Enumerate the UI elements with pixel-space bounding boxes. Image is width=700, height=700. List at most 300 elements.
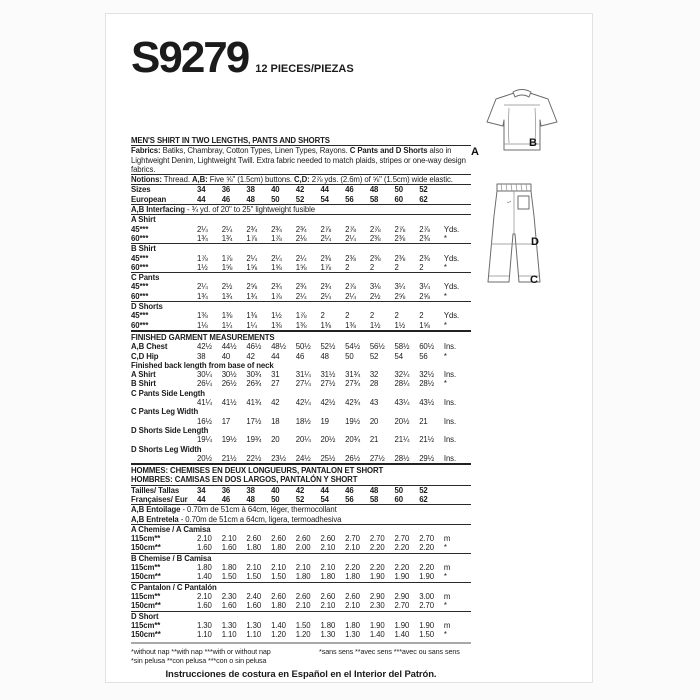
size-value: 44 <box>197 494 206 504</box>
size-value: 31¼ <box>295 370 311 380</box>
size-value: 1⅜ <box>197 311 208 321</box>
table-row <box>131 417 471 426</box>
size-value: 2¼ <box>345 291 356 301</box>
size-value: 46½ <box>246 342 262 352</box>
size-value: 27 <box>271 379 280 389</box>
pieces-count: 12 PIECES/PIEZAS <box>255 63 354 75</box>
size-value: 1.50 <box>295 620 311 630</box>
size-value: 34 <box>197 185 206 195</box>
size-value: 1⅝ <box>221 262 233 272</box>
size-value: 32¼ <box>394 370 410 380</box>
size-value: 56 <box>345 194 354 204</box>
size-value: 54½ <box>345 342 361 352</box>
size-value: 2.60 <box>271 534 286 544</box>
size-value: 1.80 <box>295 572 311 582</box>
size-value: 1.60 <box>221 543 237 553</box>
table-note <box>131 515 471 524</box>
row-label: Françaises/ Eur <box>131 494 188 504</box>
size-value: 2 <box>345 262 350 272</box>
size-value: 2.20 <box>394 543 410 553</box>
size-value: 40 <box>271 485 280 495</box>
section-heading <box>131 301 471 311</box>
footnote-french: *sans sens **avec sens ***avec ou sans sens <box>319 647 460 657</box>
size-value: 1.80 <box>320 620 336 630</box>
size-value: 2.30 <box>221 591 237 601</box>
size-value: 19¼ <box>197 435 212 445</box>
note-text: A,B Entretela - 0.70m de 51cm a 64cm, ligera, termoadhesiva <box>131 514 342 524</box>
section-heading <box>131 553 471 563</box>
size-value: 21 <box>369 435 379 445</box>
row-label: 150cm** <box>131 601 161 611</box>
size-value: 2.60 <box>271 591 286 601</box>
table-row <box>131 321 471 330</box>
size-value: 1.50 <box>419 630 434 640</box>
size-value: 2.60 <box>345 591 360 601</box>
size-value: 1⅞ <box>271 291 282 301</box>
size-value: 1.40 <box>271 620 286 630</box>
row-label: 60*** <box>131 320 149 330</box>
size-value: 1⅛ <box>197 320 208 330</box>
row-label: Tailles/ Tallas <box>131 485 180 495</box>
table-row <box>131 342 471 351</box>
size-value: 1.10 <box>221 630 237 640</box>
size-value: 1¾ <box>197 233 208 243</box>
size-value: 2.70 <box>419 601 434 611</box>
unit-label: Yds. <box>443 224 460 234</box>
table-row <box>131 621 471 630</box>
unit-label: * <box>443 543 447 553</box>
unit-label: * <box>443 630 447 640</box>
size-value: 30¼ <box>197 370 212 380</box>
size-value: 2⅜ <box>345 253 356 263</box>
heading-text: C Pants Leg Width <box>131 407 199 417</box>
size-value: 2.60 <box>295 534 311 544</box>
view-label-c: C <box>530 274 538 286</box>
heading-text: D Shorts Leg Width <box>131 444 202 454</box>
size-value: 1⅜ <box>320 320 332 330</box>
section-heading <box>131 389 471 398</box>
size-value: 2¼ <box>320 291 332 301</box>
size-value: 50½ <box>295 342 311 352</box>
size-value: 43½ <box>419 398 435 408</box>
size-value: 2¼ <box>197 224 208 234</box>
row-label: 60*** <box>131 262 149 272</box>
size-value: 2⅞ <box>345 282 356 292</box>
size-value: 22½ <box>246 453 262 463</box>
size-value: 42¾ <box>345 398 361 408</box>
size-value: 18 <box>271 416 280 426</box>
view-label-a: A <box>471 146 479 158</box>
band-text: HOMMES: CHEMISES EN DEUX LONGUEURS, PANTALON ET SHORT <box>131 466 384 476</box>
size-value: 1.20 <box>295 630 311 640</box>
section-heading <box>131 582 471 592</box>
size-value: 1¾ <box>246 291 258 301</box>
size-value: 2.10 <box>320 563 336 573</box>
size-value: 1.40 <box>197 572 212 582</box>
size-value: 42 <box>295 185 305 195</box>
unit-label: * <box>443 351 447 361</box>
size-value: 2.20 <box>419 563 434 573</box>
pattern-number: S9279 <box>131 33 249 82</box>
size-value: 50 <box>394 485 403 495</box>
row-label: 115cm** <box>131 563 161 573</box>
size-value: 2¼ <box>320 233 332 243</box>
unit-label: Ins. <box>443 435 457 445</box>
size-value: 27¼ <box>295 379 311 389</box>
unit-label: Ins. <box>443 342 457 352</box>
size-value: 1.80 <box>221 563 237 573</box>
unit-label: m <box>443 534 451 544</box>
pants-back-icon <box>485 182 545 288</box>
size-value: 58 <box>369 194 379 204</box>
size-value: 36 <box>221 485 231 495</box>
size-value: 40 <box>271 185 280 195</box>
size-value: 1⅞ <box>221 253 233 263</box>
size-value: 3.00 <box>419 591 434 601</box>
table-row <box>131 379 471 388</box>
size-value: 2.10 <box>221 534 237 544</box>
size-value: 20½ <box>197 453 212 463</box>
size-value: 56½ <box>369 342 385 352</box>
size-value: 30½ <box>221 370 237 380</box>
size-value: 2.10 <box>197 591 212 601</box>
size-value: 31½ <box>320 370 336 380</box>
size-value: 46 <box>221 194 231 204</box>
note-text: A,B Interfacing - ¾ yd. of 20" to 25" lightweight fusible <box>131 205 316 215</box>
row-label: European <box>131 194 167 204</box>
size-value: 2⅜ <box>320 253 332 263</box>
size-value: 2.10 <box>320 543 336 553</box>
section-heading <box>131 214 471 224</box>
section-heading <box>131 445 471 454</box>
footnote-spanish: *sin pelusa **con pelusa ***con o sin pelusa <box>131 656 267 666</box>
size-value: 54 <box>394 351 403 361</box>
size-value: 1.60 <box>197 601 212 611</box>
size-value: 2.70 <box>419 534 434 544</box>
size-value: 25½ <box>320 453 336 463</box>
heading-text: A Shirt <box>131 215 156 225</box>
heading-text: A Chemise / A Camisa <box>131 524 211 534</box>
size-value: 1¼ <box>221 320 233 330</box>
size-value: 42 <box>271 398 280 408</box>
table-row <box>131 370 471 379</box>
size-value: 42¼ <box>295 398 311 408</box>
size-value: 2 <box>369 262 375 272</box>
size-value: 27¾ <box>345 379 361 389</box>
size-value: 28¼ <box>394 379 410 389</box>
size-value: 62 <box>419 194 428 204</box>
size-value: 54 <box>320 494 329 504</box>
size-yardage-table-column <box>131 136 471 680</box>
heading-text: Finished back length from base of neck <box>131 360 274 370</box>
size-value: 1¼ <box>246 320 258 330</box>
section-band <box>131 136 471 145</box>
size-value: 46 <box>345 485 354 495</box>
unit-label: m <box>443 620 451 630</box>
size-value: 2⅜ <box>369 233 381 243</box>
table-note <box>131 145 471 174</box>
row-label: C,D Hip <box>131 351 159 361</box>
size-value: 50 <box>345 351 354 361</box>
table-row <box>131 282 471 291</box>
row-label: 150cm** <box>131 630 161 640</box>
table-note <box>131 174 471 184</box>
size-value: 38 <box>197 351 206 361</box>
size-value: 43¼ <box>394 398 410 408</box>
size-value: 42½ <box>197 342 212 352</box>
size-value: 2⅝ <box>394 291 406 301</box>
size-value: 48 <box>246 194 255 204</box>
garment-illustrations <box>471 86 591 316</box>
size-value: 42 <box>246 351 255 361</box>
size-value: 2.40 <box>246 591 262 601</box>
size-value: 3¼ <box>419 282 430 292</box>
size-value: 1.30 <box>345 630 360 640</box>
size-value: 2.10 <box>345 601 360 611</box>
unit-label: Ins. <box>443 453 457 463</box>
band-text: MEN'S SHIRT IN TWO LENGTHS, PANTS AND SHORTS <box>131 136 330 145</box>
table-row <box>131 398 471 407</box>
row-label: B Shirt <box>131 379 156 389</box>
size-value: 1.10 <box>197 630 212 640</box>
size-value: 38 <box>246 185 255 195</box>
size-value: 2.10 <box>197 534 212 544</box>
size-value: 20½ <box>320 435 336 445</box>
size-value: 2.90 <box>369 591 385 601</box>
size-value: 1.30 <box>197 620 212 630</box>
size-value: 2¼ <box>295 253 307 263</box>
size-value: 2.30 <box>369 601 385 611</box>
size-value: 60½ <box>419 342 435 352</box>
size-value: 3¼ <box>394 282 406 292</box>
size-value: 44 <box>271 351 280 361</box>
size-value: 52 <box>419 485 428 495</box>
size-value: 1.60 <box>197 543 212 553</box>
size-value: 17½ <box>246 416 262 426</box>
size-value: 1.80 <box>320 572 336 582</box>
table-row <box>131 292 471 301</box>
size-value: 1⅝ <box>246 262 258 272</box>
note-text: Fabrics: Batiks, Chambray, Cotton Types, Linen Types, Rayons. C Pants and D Shorts also in Lightweight Denim, Lightweight Twill. Extra fabric needed to match plaids, stripes or one-way design fabrics. <box>131 146 466 174</box>
size-value: 1½ <box>271 311 282 321</box>
size-value: 2¼ <box>295 291 307 301</box>
size-value: 27½ <box>320 379 336 389</box>
size-value: 2.70 <box>345 534 360 544</box>
size-value: 2⅞ <box>345 224 356 234</box>
size-value: 1.80 <box>345 620 360 630</box>
section-heading <box>131 611 471 621</box>
size-value: 1⅜ <box>271 320 282 330</box>
view-label-b: B <box>529 137 537 149</box>
size-value: 2.20 <box>394 563 410 573</box>
heading-text: C Pantalon / C Pantalón <box>131 582 217 592</box>
band-text: HOMBRES: CAMISAS EN DOS LARGOS, PANTALÓN Y SHORT <box>131 475 358 485</box>
size-value: 46 <box>221 494 231 504</box>
size-value: 34 <box>197 485 206 495</box>
table-row <box>131 601 471 610</box>
size-value: 48½ <box>271 342 286 352</box>
size-value: 2⅞ <box>320 224 332 234</box>
size-value: 2.60 <box>246 534 262 544</box>
size-value: 1.50 <box>271 572 286 582</box>
size-value: 30¾ <box>246 370 262 380</box>
size-value: 19½ <box>221 435 237 445</box>
size-value: 26¾ <box>246 379 262 389</box>
row-label: A,B Chest <box>131 342 168 352</box>
size-value: 2⅞ <box>369 224 381 234</box>
section-heading <box>131 272 471 282</box>
unit-label: * <box>443 291 447 301</box>
heading-text: B Shirt <box>131 244 156 254</box>
size-value: 52½ <box>320 342 336 352</box>
size-value: 1⅜ <box>221 311 233 321</box>
size-value: 2⅞ <box>394 224 406 234</box>
size-value: 2.10 <box>246 563 262 573</box>
size-value: 2.10 <box>345 543 360 553</box>
size-value: 23½ <box>271 453 286 463</box>
size-value: 2 <box>320 311 325 321</box>
size-value: 2⅜ <box>419 253 430 263</box>
size-value: 2⅝ <box>419 291 430 301</box>
size-value: 20¼ <box>295 435 311 445</box>
unit-label: * <box>443 262 447 272</box>
row-label: 45*** <box>131 282 149 292</box>
section-band <box>131 330 471 342</box>
size-value: 2⅜ <box>419 233 430 243</box>
size-value: 44 <box>197 194 206 204</box>
table-row <box>131 534 471 543</box>
size-value: 28½ <box>394 453 410 463</box>
size-value: 2¼ <box>345 233 356 243</box>
size-value: 2.00 <box>295 543 311 553</box>
footnotes <box>131 642 471 665</box>
size-value: 43 <box>369 398 379 408</box>
size-value: 20½ <box>394 416 410 426</box>
size-value: 24½ <box>295 453 311 463</box>
size-value: 56 <box>345 494 354 504</box>
size-value: 41¾ <box>246 398 262 408</box>
size-value: 26¼ <box>197 379 212 389</box>
size-value: 26½ <box>221 379 237 389</box>
size-value: 26½ <box>345 453 361 463</box>
size-value: 1.60 <box>221 601 237 611</box>
size-value: 1⅞ <box>320 262 332 272</box>
size-value: 50 <box>394 185 403 195</box>
size-value: 56 <box>419 351 428 361</box>
size-value: 1⅜ <box>345 320 356 330</box>
heading-text: D Shorts Side Length <box>131 425 209 435</box>
size-value: 1.90 <box>369 620 385 630</box>
size-value: 1.80 <box>197 563 212 573</box>
size-value: 2⅜ <box>394 253 406 263</box>
spanish-instructions-note: Instrucciones de costura en Español en el Interior del Patrón. <box>165 669 437 681</box>
size-value: 1½ <box>394 320 406 330</box>
row-label: 45*** <box>131 224 149 234</box>
size-value: 19¾ <box>246 435 262 445</box>
size-value: 48 <box>246 494 255 504</box>
size-value: 2¾ <box>320 282 332 292</box>
size-value: 2.20 <box>369 543 385 553</box>
size-value: 2.60 <box>320 534 336 544</box>
row-label: 45*** <box>131 311 149 321</box>
size-value: 44 <box>320 485 329 495</box>
size-value: 2.20 <box>419 543 434 553</box>
size-value: 2⅛ <box>295 233 307 243</box>
size-value: 1.40 <box>369 630 385 640</box>
size-value: 1¾ <box>197 291 208 301</box>
size-value: 32 <box>369 370 379 380</box>
size-value: 42 <box>295 485 305 495</box>
row-label: 115cm** <box>131 534 161 544</box>
unit-label: * <box>443 320 447 330</box>
title-block <box>131 33 354 82</box>
size-value: 1¾ <box>221 233 233 243</box>
size-value: 2.70 <box>394 534 410 544</box>
size-value: 1⅜ <box>295 320 307 330</box>
size-value: 44½ <box>221 342 237 352</box>
size-value: 1¾ <box>221 291 233 301</box>
unit-label: Ins. <box>443 370 457 380</box>
size-value: 52 <box>295 194 305 204</box>
heading-text: D Short <box>131 611 159 621</box>
size-value: 27½ <box>369 453 385 463</box>
size-value: 1.20 <box>271 630 286 640</box>
heading-text: B Chemise / B Camisa <box>131 553 212 563</box>
size-value: 50 <box>271 494 280 504</box>
note-text: A,B Entoilage - 0.70m de 51cm à 64cm, léger, thermocollant <box>131 505 337 515</box>
table-row <box>131 352 471 361</box>
size-value: 54 <box>320 194 329 204</box>
unit-label: m <box>443 591 451 601</box>
table-note <box>131 204 471 214</box>
size-value: 1½ <box>197 262 208 272</box>
row-label: 150cm** <box>131 543 161 553</box>
size-value: 29½ <box>419 453 435 463</box>
table-row <box>131 454 471 463</box>
size-value: 2.70 <box>394 601 410 611</box>
size-value: 44 <box>320 185 329 195</box>
table-row <box>131 435 471 444</box>
size-value: 2¼ <box>246 253 258 263</box>
size-value: 50 <box>271 194 280 204</box>
size-value: 2¼ <box>271 253 282 263</box>
table-note <box>131 504 471 514</box>
table-row <box>131 563 471 572</box>
section-heading <box>131 407 471 416</box>
size-value: 2 <box>419 311 424 321</box>
size-value: 2 <box>345 311 350 321</box>
size-value: 58½ <box>394 342 410 352</box>
size-value: 2 <box>419 262 424 272</box>
band-text: FINISHED GARMENT MEASUREMENTS <box>131 332 275 342</box>
unit-label: * <box>443 572 447 582</box>
size-value: 42½ <box>320 398 336 408</box>
row-label: 45*** <box>131 253 149 263</box>
heading-text: D Shorts <box>131 302 163 312</box>
row-label: 115cm** <box>131 591 161 601</box>
size-value: 2¾ <box>295 224 307 234</box>
size-value: 1⅝ <box>419 320 430 330</box>
size-value: 1.80 <box>345 572 360 582</box>
size-value: 41½ <box>221 398 237 408</box>
size-value: 32½ <box>419 370 435 380</box>
unit-label: Yds. <box>443 311 460 321</box>
size-value: 1.40 <box>394 630 410 640</box>
size-value: 2¾ <box>246 224 258 234</box>
size-value: 2.70 <box>369 534 385 544</box>
size-value: 1.30 <box>320 630 336 640</box>
unit-label: * <box>443 233 447 243</box>
